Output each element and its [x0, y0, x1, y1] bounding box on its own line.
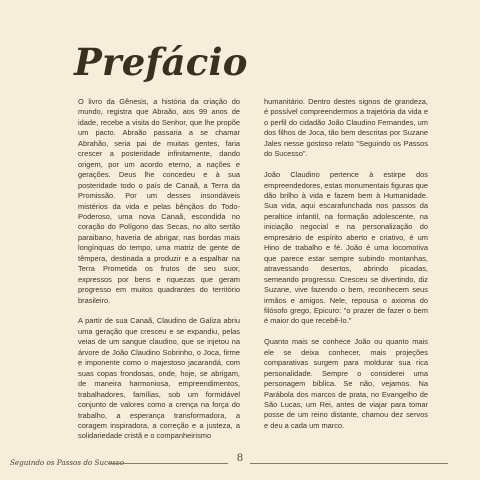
left-text-column — [78, 97, 240, 452]
paragraph: João Claudino pertence à estirpe dos empreendedores, estas monumentais figuras que dão brilho à vida e fazem bem à Humanidade. Sua vida, aqui escarafunchada nos passos da peraltice infantil, na formação adolescente, na iniciação negocial e na personalização do empresário de espírito aberto e criativo, é um Hino de trabalho e fé. João é uma locomotiva que parece estar sempre subindo montanhas, atravessando desertos, abrindo picadas, semeando progresso. Cresceu se divertindo, diz Suzane, vive fazendo o bem, reconhecem seus irmãos e amigos. Nele, repousa o axioma do filósofo grego, Epicuro: "o prazer de fazer o bem é maior do que recebê-lo." — [264, 170, 428, 326]
paragraph: humanitário. Dentro destes signos de grandeza, é possível compreendermos a trajetória da vida e o perfil do cidadão João Claudino Fernandes, um dos filhos de Joca, tão bem descritas por Suzane Jales nesse gostoso relato "Seguindo os Passos do Sucesso". — [264, 97, 428, 159]
paragraph: Quanto mais se conhece João ou quanto mais ele se deixa conhecer, mais projeções comparativas surgem para moldurar sua rica personalidade. Sempre o considerei uma personagem bíblica. Se não, vejamos. Na Parábola dos marcos de prata, no Evangelho de São Lucas, um Rei, antes de viajar para tomar posse de um reino distante, chamou dez servos e deu a cada um marco. — [264, 337, 428, 430]
paragraph: A partir de sua Canaã, Claudino de Galiza abriu uma geração que cresceu e se expandiu, pelas veias de um sangue claudino, que se injetou na árvore de João Claudino Sobrinho, o Joca, firme e imponente como o majestoso jacarandá, com suas copas frondosas, onde, hoje, se abrigam, de maneira harmoniosa, empreendimentos, trabalhadores, famílias, sob um formidável conjunto de valores como a crença na força do trabalho, a esperança transformadora, a coragem inspiradora, a correção e a justeza, a solidariedade cristã e o companheirismo — [78, 316, 240, 441]
paragraph: O livro da Gênesis, a história da criação do mundo, registra que Abraão, aos 99 anos de idade, recebe a visita do Senhor, que lhe propõe um pacto. Abraão passaria a se chamar Abrahão, seria pai de muitas gentes, faria crescer a posteridade infinitamente, dando origem, por um acordo eterno, a nações e gerações. Deus lhe concedeu e à sua posteridade todo o país de Canaã, a Terra da Promissão. Por um desses insondáveis mistérios da vida e pelas bênçãos do Todo-Poderoso, uma nova Canaã, escondida no coração do Polígono das Secas, no alto sertão paraibano, haveria de abrigar, nas bordas mais longínquas do tempo, uma matriz de gente de têmpera, destinada a produzir e a espalhar na Terra Prometida os frutos de seu suor, expressos por bens e riquezas que geram progresso em muitos quadrantes do território brasileiro. — [78, 97, 240, 305]
page-number: 8 — [236, 452, 244, 464]
right-text-column — [264, 97, 428, 442]
footer-divider-right — [250, 463, 448, 464]
page-title: Prefácio — [74, 40, 248, 84]
footer-book-title: Seguindo os Passos do Sucesso — [10, 458, 125, 467]
footer-divider-left — [108, 463, 228, 464]
